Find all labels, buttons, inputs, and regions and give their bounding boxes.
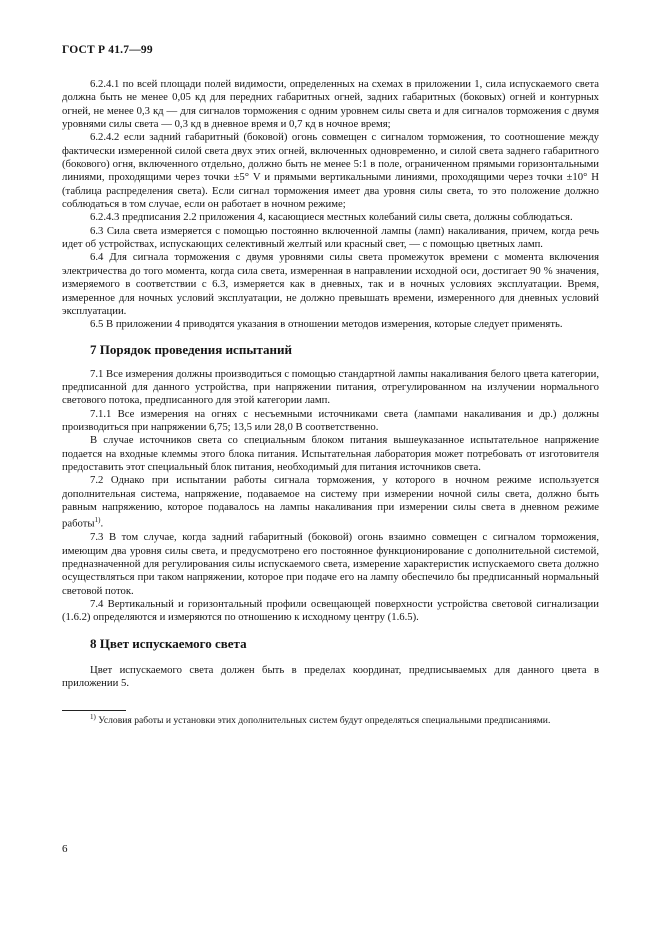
clause-6-2-4-3: 6.2.4.3 предписания 2.2 приложения 4, касающиеся местных колебаний силы света, должны соблюдаться. <box>90 211 573 224</box>
clause-7-1-1-continued: В случае источников света со специальным блоком питания вышеуказанное испытательное напряжение подается на входные клеммы этого блока питания. Испытательная лаборатория может потребовать от изготовителя предоставить этот специальный блок питания, необходимый для питания источников света. <box>62 434 599 473</box>
section-7-heading: 7 Порядок проведения испытаний <box>90 341 292 357</box>
clause-7-2-end: . <box>100 517 104 530</box>
clause-8-text: Цвет испускаемого света должен быть в пределах координат, предписываемых для данного цвета в приложении 5. <box>62 663 599 689</box>
section-8-heading: 8 Цвет испускаемого света <box>90 635 247 651</box>
clause-7-2-text: 7.2 Однако при испытании работы сигнала торможения, у которого в ночном режиме используется дополнительная система, напряжение, подаваемое на систему при измерении ночной силы света, должно быть равным напряжению, которое подавалось на лампы накаливания при измерении силы света в дневном режиме работы <box>62 474 599 530</box>
clause-6-2-4-1: 6.2.4.1 по всей площади полей видимости, определенных на схемах в приложении 1, сила испускаемого света должна быть не менее 0,05 кд для передних габаритных огней, задних габаритных (боковых) огней и контурных огней, не менее 0,3 кд — для сигналов торможения с одним уровнем силы света и для сигналов торможения с двумя уровнями силы света — 0,3 кд в дневное время и 0,7 кд в ночное время; <box>62 78 599 131</box>
footnote-text: Условия работы и установки этих дополнительных систем будут определяться специальными предписаниями. <box>95 715 551 727</box>
clause-6-4: 6.4 Для сигнала торможения с двумя уровнями силы света промежуток времени с момента включения электричества до того момента, когда сила света, измеренная в направлении исходной оси, достигает 90 % значения, измеряемого в соответствии с 6.3, измеряется как в дневных, так и в ночных условиях эксплуатации. Время, измеренное для ночных условий эксплуатации, не должно превышать времени, измеренного для дневных условий эксплуатации. <box>62 251 599 317</box>
clause-7-4: 7.4 Вертикальный и горизонтальный профили освещающей поверхности устройства световой сигнализации (1.6.2) определяются и измеряются по отношению к исходному центру (1.6.5). <box>62 597 599 624</box>
document-body <box>62 78 599 728</box>
page-number: 6 <box>62 843 68 855</box>
clause-7-1: 7.1 Все измерения должны производиться с помощью стандартной лампы накаливания белого цвета категории, предписанной для данного устройства, при напряжении питания, отрегулированном на излучении нормального светового потока, предписанного для этой категории ламп. <box>62 367 599 407</box>
clause-6-2-4-2: 6.2.4.2 если задний габаритный (боковой) огонь совмещен с сигналом торможения, то соотношение между фактически измеренной силой света двух этих огней, включенных одновременно, и силой света заднего габаритного (бокового) огня, включенного отдельно, должно быть не менее 5:1 в поле, ограниченном прямыми горизонтальными линиями, проходящими через точки ±5° V и прямыми вертикальными линиями, проходящими через точки ±10° H (таблица распределения света). Если сигнал торможения имеет два уровня силы света, то это положение должно соблюдаться в том случае, если он работает в ночном режиме; <box>62 131 599 211</box>
document-code: ГОСТ Р 41.7—99 <box>62 44 153 56</box>
clause-7-2 <box>62 474 599 531</box>
footnote <box>62 711 599 728</box>
footnote-reference: 1) <box>94 516 101 525</box>
clause-7-1-1: 7.1.1 Все измерения на огнях с несъемными источниками света (лампами накаливания и др.) должны производиться при напряжении 6,75; 13,5 или 28,0 В соответственно. <box>62 407 599 433</box>
clause-6-3: 6.3 Сила света измеряется с помощью постоянно включенной лампы (ламп) накаливания, причем, когда речь идет об устройствах, испускающих селективный желтый или красный свет, — с помощью цветных ламп. <box>62 224 599 251</box>
clause-6-5: 6.5 В приложении 4 приводятся указания в отношении методов измерения, которые следует применять. <box>90 318 563 331</box>
footnote-marker: 1) <box>90 713 96 722</box>
clause-7-3: 7.3 В том случае, когда задний габаритный (боковой) огонь взаимно совмещен с сигналом торможения, имеющим два уровня силы света, и предусмотрено его постоянное функционирование с дополнительной системой, предназначенной для регулирования силы испускаемого света, измерение характеристик испускаемого света должно осуществляться при таком напряжении, которое при подаче его на лампу обеспечило бы предписанный нормальный световой поток. <box>62 531 599 597</box>
